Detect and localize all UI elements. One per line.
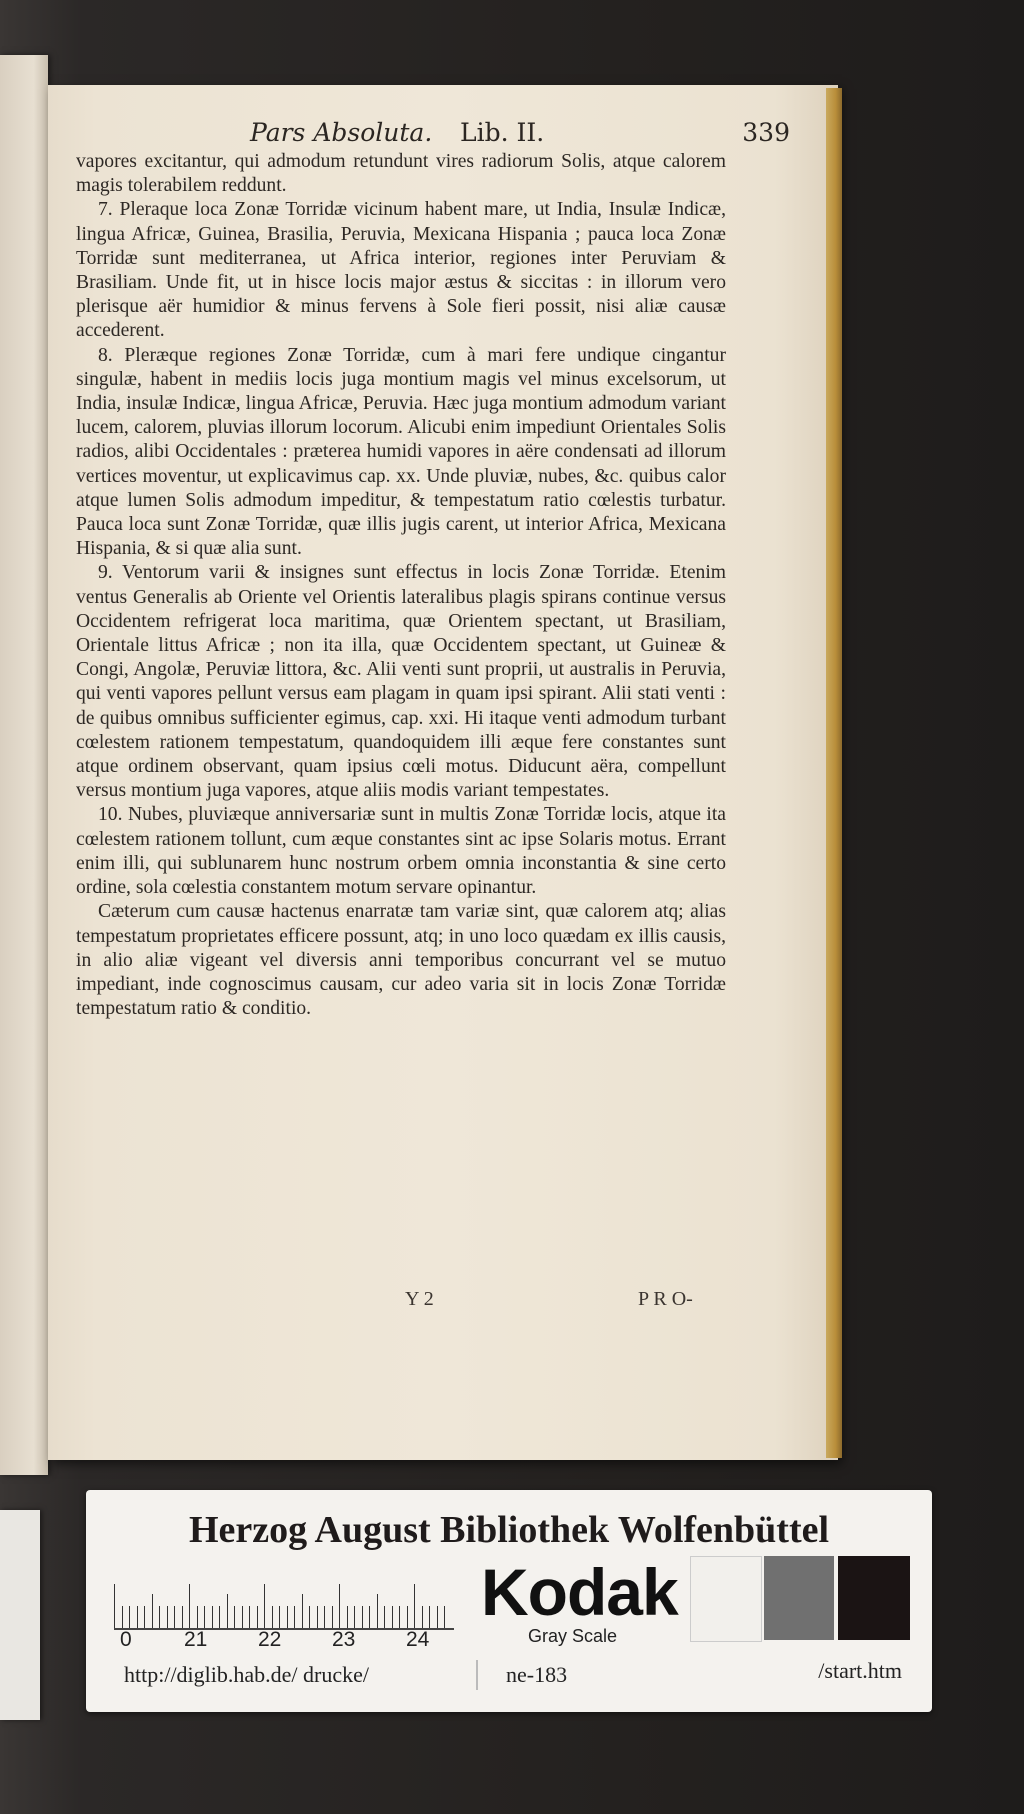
ruler-tick bbox=[407, 1606, 408, 1628]
body-text bbox=[76, 150, 726, 1021]
catchword: P R O- bbox=[638, 1288, 693, 1310]
ruler-tick bbox=[414, 1584, 415, 1628]
url-end: /start.htm bbox=[818, 1658, 902, 1683]
ruler-number: 21 bbox=[184, 1628, 208, 1651]
ruler-tick bbox=[189, 1584, 190, 1628]
ruler-tick bbox=[114, 1584, 115, 1628]
running-head-title: Pars Absoluta. bbox=[250, 118, 433, 147]
ruler-number: 24 bbox=[406, 1628, 430, 1651]
swatch-white bbox=[690, 1556, 762, 1642]
ruler-tick bbox=[317, 1606, 318, 1628]
ruler-tick bbox=[204, 1606, 205, 1628]
ruler-tick bbox=[242, 1606, 243, 1628]
ruler-tick bbox=[287, 1606, 288, 1628]
ruler-tick bbox=[324, 1606, 325, 1628]
ruler-tick bbox=[392, 1606, 393, 1628]
ruler-number: 0 bbox=[120, 1628, 132, 1651]
ruler-tick bbox=[234, 1606, 235, 1628]
ruler-tick bbox=[144, 1606, 145, 1628]
paragraph: 7. Pleraque loca Zonæ Torridæ vicinum habent mare, ut India, Insulæ Indicæ, lingua Africæ, Guinea, Brasilia, Peruvia, Mexicana Hispania ; pauca loca Zonæ Torridæ sunt mediterranea, ut Africa interior, regiones inter Peruviam & Brasiliam. Unde fit, ut in hisce locis major æstus & siccitas : in illorum vero plerisque aër humidior & minus fervens à Sole fieri possit, nisi aliæ causæ accederent. bbox=[76, 199, 726, 342]
ruler-tick bbox=[309, 1606, 310, 1628]
ruler-tick bbox=[167, 1606, 168, 1628]
adjacent-card-edge bbox=[0, 1510, 40, 1720]
divider bbox=[476, 1660, 478, 1690]
library-color-card bbox=[86, 1490, 932, 1712]
running-head-book: Lib. II. bbox=[460, 118, 545, 147]
running-head bbox=[250, 118, 790, 154]
swatch-gray bbox=[764, 1556, 834, 1640]
ruler-tick bbox=[249, 1606, 250, 1628]
ruler-tick bbox=[362, 1606, 363, 1628]
library-name: Herzog August Bibliothek Wolfenbüttel bbox=[188, 1509, 830, 1551]
ruler-tick bbox=[294, 1606, 295, 1628]
signature-mark: Y 2 bbox=[405, 1288, 434, 1310]
ruler-tick bbox=[122, 1606, 123, 1628]
adjacent-page-edge bbox=[0, 55, 48, 1475]
ruler-tick bbox=[399, 1606, 400, 1628]
ruler-tick bbox=[212, 1606, 213, 1628]
paragraph: 8. Pleræque regiones Zonæ Torridæ, cum à mari fere undique cingantur singulæ, habent in mediis locis juga montium magis vel minus excelsorum, ut India, insulæ Indicæ, lingua Africæ, Peruvia. Hæc juga montium admodum variant lucem, calorem, pluvias illorum locorum. Alicubi enim impediunt Orientales Solis radios, alibi Occidentales : præterea humidi vapores in aëre condensati ad illorum vertices moventur, ut explicavimus cap. xx. Unde pluviæ, nubes, &c. quibus calor atque lumen Solis admodum impeditur, & tempestatum ratio cœlestis turbatur. Pauca loca sunt Zonæ Torridæ, quæ illis jugis carent, ut interior Africa, Mexicana Hispania, & si quæ alia sunt. bbox=[76, 344, 726, 560]
ruler-tick bbox=[219, 1606, 220, 1628]
ruler-tick bbox=[129, 1606, 130, 1628]
ruler-tick bbox=[437, 1606, 438, 1628]
ruler-tick bbox=[302, 1594, 303, 1628]
ruler-tick bbox=[152, 1594, 153, 1628]
ruler-tick bbox=[384, 1606, 385, 1628]
paragraph: 10. Nubes, pluviæque anniversariæ sunt in multis Zonæ Torridæ locis, atque ita cœlestem rationem tollunt, cum æque constantes sint ac ipse Solaris motus. Errant enim illi, qui sublunarem hunc nostrum orbem omnia inconstantia & sine certo ordine, sola cœlestia constantem motum servare opinantur. bbox=[76, 804, 726, 899]
scale-ruler bbox=[114, 1574, 454, 1630]
ruler-tick bbox=[272, 1606, 273, 1628]
ruler-tick bbox=[339, 1584, 340, 1628]
ruler-tick bbox=[354, 1606, 355, 1628]
ruler-tick bbox=[332, 1606, 333, 1628]
ruler-tick bbox=[137, 1606, 138, 1628]
ruler-tick bbox=[279, 1606, 280, 1628]
swatch-black bbox=[838, 1556, 910, 1640]
paragraph: vapores excitantur, qui admodum retundunt vires radiorum Solis, atque calorem magis tolerabilem reddunt. bbox=[76, 151, 726, 197]
page-gilt-edge bbox=[826, 88, 842, 1458]
ruler-tick bbox=[159, 1606, 160, 1628]
paragraph: Cæterum cum causæ hactenus enarratæ tam variæ sint, quæ calorem atq; alias tempestatum proprietates efficere possunt, atq; in uno loco quædam ex illis causis, in alio aliæ vigeant vel diversis anni temporibus concurrant vel se mutuo impediant, inde cognoscimus causam, cur adeo varia sit in locis Zonæ Torridæ tempestatum ratio & conditio. bbox=[76, 901, 726, 1020]
shelfmark: ne-183 bbox=[506, 1662, 568, 1687]
ruler-tick bbox=[227, 1594, 228, 1628]
ruler-tick bbox=[444, 1606, 445, 1628]
ruler-tick bbox=[264, 1584, 265, 1628]
ruler-tick bbox=[377, 1594, 378, 1628]
gray-scale-label: Gray Scale bbox=[528, 1626, 618, 1646]
kodak-logo: Kodak bbox=[481, 1555, 678, 1629]
ruler-tick bbox=[422, 1606, 423, 1628]
ruler-number: 23 bbox=[332, 1628, 356, 1651]
ruler-tick bbox=[197, 1606, 198, 1628]
ruler-number: 22 bbox=[258, 1628, 282, 1651]
ruler-tick bbox=[429, 1606, 430, 1628]
page-number: 339 bbox=[742, 118, 790, 147]
ruler-tick bbox=[369, 1606, 370, 1628]
ruler-tick bbox=[182, 1606, 183, 1628]
ruler-tick bbox=[174, 1606, 175, 1628]
ruler-tick bbox=[257, 1606, 258, 1628]
ruler-tick bbox=[347, 1606, 348, 1628]
paragraph: 9. Ventorum varii & insignes sunt effectus in locis Zonæ Torridæ. Etenim ventus Generalis ab Oriente vel Orientis lateralibus plagis spirans continue versus Occidentem refrigerat loca maritima, quæ Orientem spectant, ut Brasiliam, Orientale littus Africæ ; non ita illa, quæ Occidentem spectant, ut Guineæ & Congi, Angolæ, Peruviæ littora, &c. Alii venti sunt proprii, ut australis in Peruvia, qui venti vapores pellunt versus eam plagam in quam ipsi spirant. Alii stati venti : de quibus omnibus sufficienter egimus, cap. xxi. Hi itaque venti admodum turbant cœlestem rationem tempestatum, quandoquidem illi æque fere constantes sunt atque ordinem observant, quam ipsius cœli motus. Diducunt aëra, compellunt versus montium juga vapores, atque aliis modis variant tempestates. bbox=[76, 562, 726, 802]
url-base: http://diglib.hab.de/ drucke/ bbox=[124, 1662, 370, 1687]
